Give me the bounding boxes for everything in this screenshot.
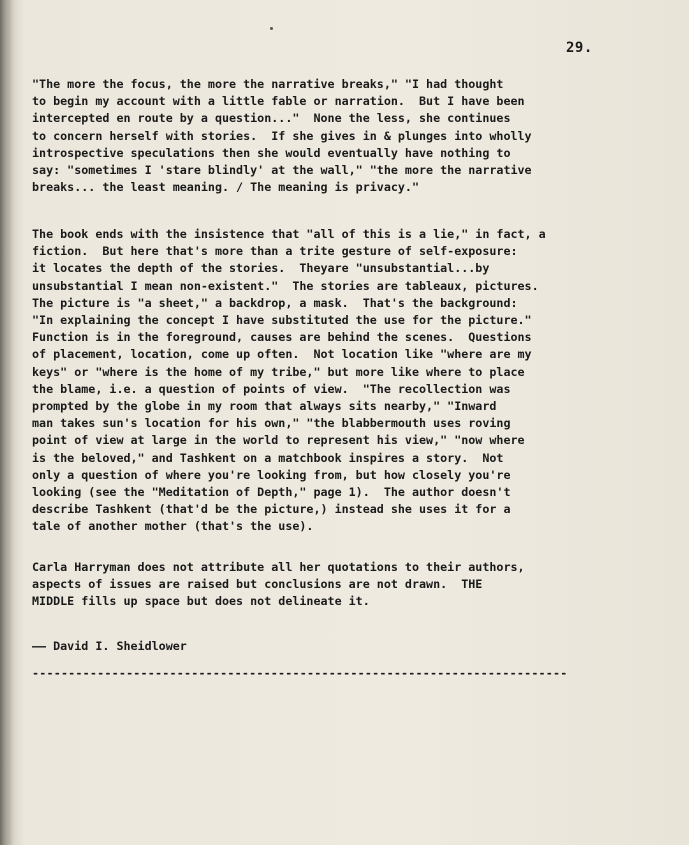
text-line: keys" or "where is the home of my tribe," but more like where to place (32, 364, 525, 379)
text-line: it locates the depth of the stories. Theyare "unsubstantial...by (32, 261, 490, 276)
text-line: is the beloved," and Tashkent on a matchbook inspires a story. Not (32, 450, 504, 465)
text-line: only a question of where you're looking from, but how closely you're (32, 467, 511, 482)
text-line: to begin my account with a little fable or narration. But I have been (32, 94, 525, 109)
text-line: MIDDLE fills up space but does not delineate it. (32, 594, 370, 609)
text-line: prompted by the globe in my room that always sits nearby," "Inward (32, 399, 497, 414)
text-line: breaks... the least meaning. / The meaning is privacy." (32, 180, 420, 195)
text-line: of placement, location, come up often. Not location like "where are my (32, 347, 532, 362)
text-line: man takes sun's location for his own," "the blabbermouth uses roving (32, 416, 511, 431)
text-line: unsubstantial I mean non-existent." The stories are tableaux, pictures. (32, 278, 539, 293)
text-line: The book ends with the insistence that "all of this is a lie," in fact, a (32, 227, 546, 241)
author-signature: —— David I. Sheidlower (32, 639, 187, 653)
text-line: "The more the focus, the more the narrative breaks," "I had thought (32, 77, 504, 91)
text-line: The picture is "a sheet," a backdrop, a mask. That's the background: (32, 295, 518, 310)
text-line: aspects of issues are raised but conclusions are not drawn. THE (32, 577, 483, 592)
page-number: 29. (566, 40, 593, 56)
text-line: say: "sometimes I 'stare blindly' at the wall," "the more the narrative (32, 163, 532, 178)
text-line: Function is in the foreground, causes are behind the scenes. Questions (32, 330, 532, 345)
text-line: introspective speculations then she would eventually have nothing to (32, 145, 511, 160)
text-line: intercepted en route by a question..." None the less, she continues (32, 111, 511, 126)
paragraph-1 (32, 76, 532, 196)
text-line: the blame, i.e. a question of points of view. "The recollection was (32, 381, 511, 396)
ink-dot (270, 27, 273, 30)
text-line: describe Tashkent (that'd be the picture,) instead she uses it for a (32, 502, 511, 517)
text-line: point of view at large in the world to represent his view," "now where (32, 433, 525, 448)
text-line: Carla Harryman does not attribute all her quotations to their authors, (32, 560, 525, 574)
paragraph-3 (32, 559, 525, 611)
text-line: "In explaining the concept I have substituted the use for the picture." (32, 313, 532, 328)
text-line: to concern herself with stories. If she gives in & plunges into wholly (32, 128, 532, 143)
dashed-rule: -------------------------------------------------------------------------- (32, 666, 568, 680)
text-line: fiction. But here that's more than a trite gesture of self-exposure: (32, 244, 518, 259)
binding-shadow (0, 0, 14, 845)
text-line: looking (see the "Meditation of Depth," page 1). The author doesn't (32, 485, 511, 500)
paragraph-2 (32, 226, 546, 536)
text-line: tale of another mother (that's the use). (32, 519, 314, 534)
